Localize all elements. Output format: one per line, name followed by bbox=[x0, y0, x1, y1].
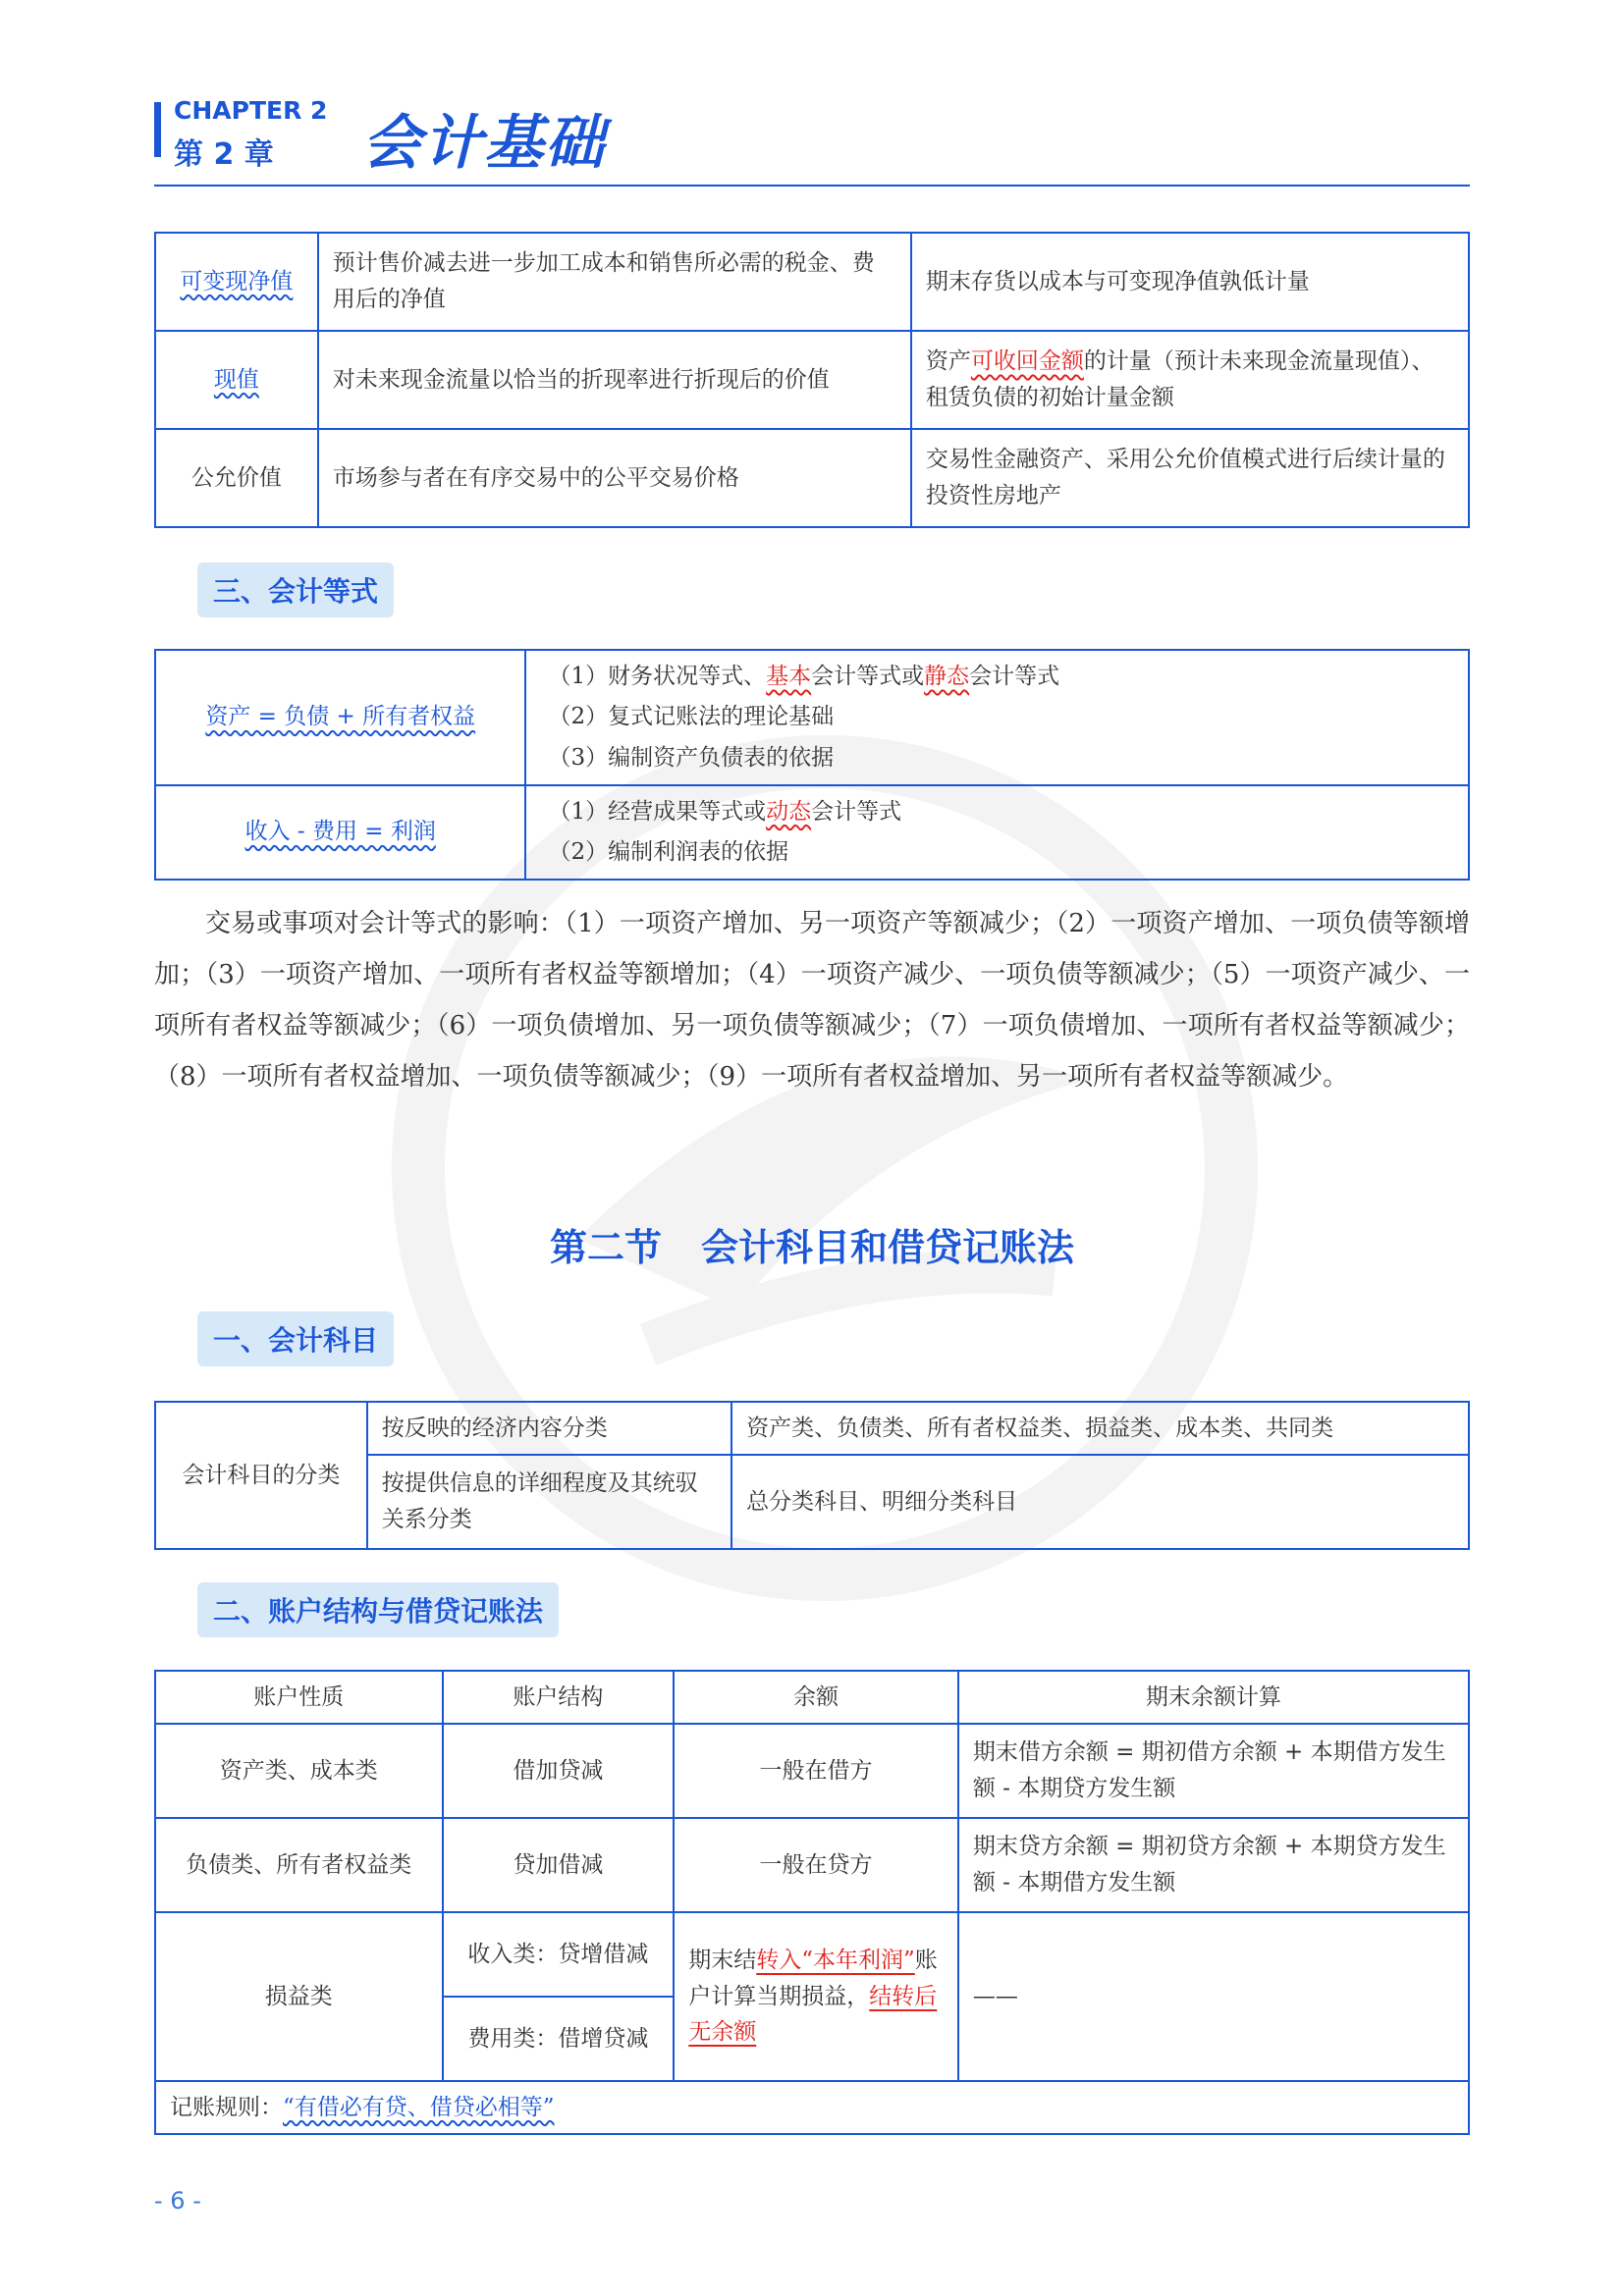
measure-definition: 预计售价减去进一步加工成本和销售所必需的税金、费用后的净值 bbox=[318, 233, 911, 331]
measure-definition: 对未来现金流量以恰当的折现率进行折现后的价值 bbox=[318, 331, 911, 429]
classification-categories: 资产类、负债类、所有者权益类、损益类、成本类、共同类 bbox=[731, 1402, 1469, 1455]
note-line: （1）经营成果等式或动态会计等式 bbox=[548, 798, 902, 825]
highlight-text: 基本 bbox=[766, 663, 812, 689]
section-heading-accounting-equation: 三、会计等式 bbox=[197, 562, 394, 617]
chapter-header bbox=[154, 96, 1470, 187]
note-line: （2）编制利润表的依据 bbox=[548, 839, 789, 865]
body-paragraph: 交易或事项对会计等式的影响：（1）一项资产增加、另一项资产等额减少；（2）一项资产增加、一项负债等额增加；（3）一项资产增加、一项所有者权益等额增加；（4）一项资产减少、一项负债等额减少；（5）一项资产减少、一项所有者权益等额减少；（6）一项负债增加、另一项负债等额减少；（7）一项负债增加、一项所有者权益等额减少；（8）一项所有者权益增加、一项负债等额减少；（9）一项所有者权益增加、另一项所有者权益等额减少。 bbox=[154, 909, 1470, 1092]
table-row bbox=[155, 233, 1469, 331]
highlight-text: 结转后无余额 bbox=[688, 1983, 938, 2046]
chapter-title: 会计基础 bbox=[362, 109, 606, 178]
account-structure: 贷加借减 bbox=[443, 1818, 675, 1912]
account-nature: 负债类、所有者权益类 bbox=[155, 1818, 443, 1912]
rule-text: “有借必有贷、借贷必相等” bbox=[283, 2094, 555, 2120]
measure-application: 期末存货以成本与可变现净值孰低计量 bbox=[911, 233, 1469, 331]
account-balance: 一般在借方 bbox=[674, 1724, 958, 1818]
measure-application: 交易性金融资产、采用公允价值模式进行后续计量的投资性房地产 bbox=[911, 429, 1469, 527]
chapter-label-cn: 第 2 章 bbox=[174, 137, 274, 172]
highlight-text: 静态 bbox=[924, 663, 970, 689]
equation-formula: 收入 - 费用 = 利润 bbox=[155, 785, 525, 880]
measure-name: 现值 bbox=[155, 331, 318, 429]
section-title bbox=[0, 1217, 1624, 1271]
table-row bbox=[155, 785, 1469, 880]
classification-categories: 总分类科目、明细分类科目 bbox=[731, 1455, 1469, 1549]
section-number: 第二节 bbox=[549, 1226, 662, 1269]
table-header-row bbox=[155, 1671, 1469, 1724]
note-line: （3）编制资产负债表的依据 bbox=[548, 744, 835, 771]
highlight-text: 可收回金额 bbox=[970, 348, 1084, 375]
section-heading-account-structure: 二、账户结构与借贷记账法 bbox=[197, 1582, 559, 1637]
measurement-table bbox=[154, 232, 1470, 528]
page-number: - 6 - bbox=[154, 2187, 201, 2215]
table-row bbox=[155, 650, 1469, 785]
equation-notes bbox=[525, 785, 1469, 880]
table-row bbox=[155, 1818, 1469, 1912]
column-header: 账户性质 bbox=[155, 1671, 443, 1724]
account-classification-table bbox=[154, 1401, 1470, 1550]
balance-calculation: 期末借方余额 = 期初借方余额 + 本期借方发生额 - 本期贷方发生额 bbox=[958, 1724, 1469, 1818]
equation-formula: 资产 = 负债 + 所有者权益 bbox=[155, 650, 525, 785]
account-structure: 收入类：贷增借减 bbox=[443, 1912, 675, 1997]
header-accent-bar bbox=[154, 102, 161, 157]
header-divider bbox=[154, 185, 1470, 187]
note-line: （1）财务状况等式、基本会计等式或静态会计等式 bbox=[548, 663, 1060, 689]
column-header: 期末余额计算 bbox=[958, 1671, 1469, 1724]
classification-basis: 按提供信息的详细程度及其统驭关系分类 bbox=[367, 1455, 731, 1549]
measure-name: 公允价值 bbox=[155, 429, 318, 527]
measure-application: 资产可收回金额的计量（预计未来现金流量现值）、租赁负债的初始计量金额 bbox=[911, 331, 1469, 429]
highlight-text: 转入“本年利润” bbox=[756, 1947, 915, 1973]
table-row bbox=[155, 1724, 1469, 1818]
table-row bbox=[155, 429, 1469, 527]
equation-table bbox=[154, 649, 1470, 881]
section-heading-accounts: 一、会计科目 bbox=[197, 1311, 394, 1366]
account-structure: 借加贷减 bbox=[443, 1724, 675, 1818]
account-nature: 损益类 bbox=[155, 1912, 443, 2081]
highlight-text: 动态 bbox=[766, 798, 812, 825]
classification-basis: 按反映的经济内容分类 bbox=[367, 1402, 731, 1455]
measure-name: 可变现净值 bbox=[155, 233, 318, 331]
account-balance: 期末结转入“本年利润”账户计算当期损益，结转后无余额 bbox=[674, 1912, 958, 2081]
column-header: 账户结构 bbox=[443, 1671, 675, 1724]
section-name: 会计科目和借贷记账法 bbox=[701, 1226, 1075, 1269]
row-header: 会计科目的分类 bbox=[155, 1402, 367, 1549]
table-row bbox=[155, 1912, 1469, 1997]
measure-definition: 市场参与者在有序交易中的公平交易价格 bbox=[318, 429, 911, 527]
note-line: （2）复式记账法的理论基础 bbox=[548, 704, 835, 730]
account-balance: 一般在贷方 bbox=[674, 1818, 958, 1912]
balance-calculation: 期末贷方余额 = 期初贷方余额 + 本期贷方发生额 - 本期借方发生额 bbox=[958, 1818, 1469, 1912]
account-structure-table bbox=[154, 1670, 1470, 2135]
column-header: 余额 bbox=[674, 1671, 958, 1724]
table-row bbox=[155, 1402, 1469, 1455]
chapter-label-en: CHAPTER 2 bbox=[174, 96, 328, 125]
table-row bbox=[155, 331, 1469, 429]
table-row bbox=[155, 2081, 1469, 2134]
equation-notes bbox=[525, 650, 1469, 785]
balance-calculation: —— bbox=[958, 1912, 1469, 2081]
bookkeeping-rule: 记账规则：“有借必有贷、借贷必相等” bbox=[155, 2081, 1469, 2134]
account-nature: 资产类、成本类 bbox=[155, 1724, 443, 1818]
account-structure: 费用类：借增贷减 bbox=[443, 1997, 675, 2081]
